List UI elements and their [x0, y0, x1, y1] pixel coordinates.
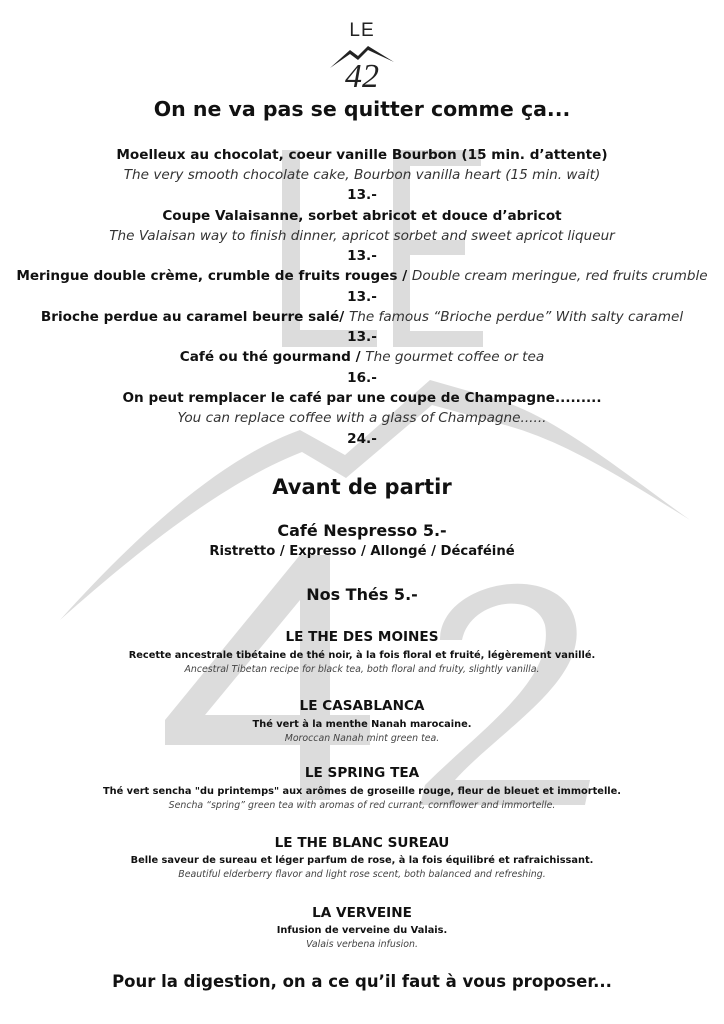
coupe-name: Coupe Valaisanne, sorbet abricot et douce d’abricot	[162, 208, 562, 224]
meringue-line	[0, 268, 724, 284]
meringue-name: Meringue double crème, crumble de fruits rouges /	[16, 268, 412, 284]
champagne-english: You can replace coffee with a glass of Champagne......	[177, 410, 547, 426]
tea-description: Recette ancestrale tibétaine de thé noir, à la fois floral et fruité, légèrement vanillé.	[128, 650, 596, 661]
page-title: On ne va pas se quitter comme ça...	[153, 97, 571, 121]
tea-description: Thé vert sencha "du printemps" aux arômes de groseille rouge, fleur de bleuet et immortelle.	[102, 786, 622, 797]
moelleux-price: 13.-	[347, 187, 377, 203]
tea-description: Infusion de verveine du Valais.	[276, 925, 448, 936]
champagne-price: 24.-	[347, 431, 377, 447]
avant-title: Avant de partir	[272, 475, 452, 499]
brioche-price: 13.-	[347, 329, 377, 345]
cafe-gourmand-english: The gourmet coffee or tea	[365, 349, 545, 365]
brand-logo	[322, 16, 402, 96]
brioche-name: Brioche perdue au caramel beurre salé/	[40, 309, 349, 325]
logo-le: LE	[349, 20, 375, 41]
thes-title: Nos Thés 5.-	[306, 585, 418, 604]
tea-description: Belle saveur de sureau et léger parfum de rose, à la fois équilibré et rafraichissant.	[130, 855, 594, 866]
logo-number: 42	[345, 58, 379, 95]
tea-name: LA VERVEINE	[312, 905, 412, 921]
moelleux-english: The very smooth chocolate cake, Bourbon vanilla heart (15 min. wait)	[123, 167, 601, 183]
tea-english: Sencha “spring” green tea with aromas of red currant, cornflower and immortelle.	[168, 800, 556, 811]
tea-name: LE THE BLANC SUREAU	[274, 835, 450, 851]
champagne-name: On peut remplacer le café par une coupe de Champagne.........	[122, 390, 602, 406]
cafe-gourmand-price: 16.-	[347, 370, 377, 386]
tea-english: Ancestral Tibetan recipe for black tea, both floral and fruity, slightly vanilla.	[184, 664, 540, 675]
tea-english: Valais verbena infusion.	[306, 939, 418, 950]
cafe-gourmand-name: Café ou thé gourmand /	[179, 349, 366, 365]
tea-english: Moroccan Nanah mint green tea.	[284, 733, 440, 744]
meringue-english: Double cream meringue, red fruits crumble	[411, 268, 708, 284]
tea-description: Thé vert à la menthe Nanah marocaine.	[252, 719, 472, 730]
tea-name: LE THE DES MOINES	[285, 629, 439, 645]
cafe-options: Ristretto / Expresso / Allongé / Décaféiné	[209, 544, 515, 559]
meringue-price: 13.-	[347, 289, 377, 305]
cafe-nespresso-title: Café Nespresso 5.-	[277, 521, 447, 540]
tea-name: LE CASABLANCA	[299, 698, 425, 714]
coupe-price: 13.-	[347, 248, 377, 264]
footer-digestion: Pour la digestion, on a ce qu’il faut à vous proposer...	[112, 972, 612, 991]
tea-name: LE SPRING TEA	[304, 765, 420, 781]
coupe-english: The Valaisan way to finish dinner, apricot sorbet and sweet apricot liqueur	[109, 228, 615, 244]
moelleux-name: Moelleux au chocolat, coeur vanille Bourbon (15 min. d’attente)	[116, 147, 608, 163]
brioche-english: The famous “Brioche perdue” With salty caramel	[348, 309, 684, 325]
tea-english: Beautiful elderberry flavor and light rose scent, both balanced and refreshing.	[178, 869, 546, 880]
brioche-line	[0, 309, 724, 325]
cafe-gourmand-line	[0, 349, 724, 365]
